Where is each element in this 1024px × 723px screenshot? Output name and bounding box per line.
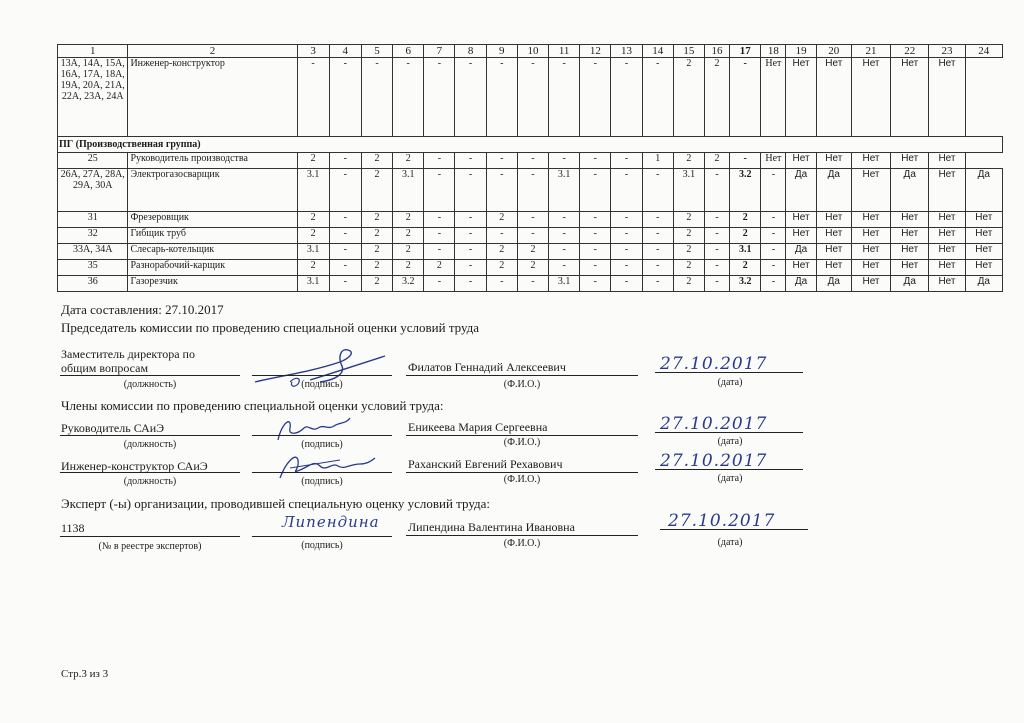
column-header: 13 [611,45,642,58]
table-cell: Нет [851,153,890,169]
table-cell: - [761,244,786,260]
table-cell: 2 [673,212,704,228]
table-cell: Нет [851,260,890,276]
member1-signature-line [252,435,392,436]
member2-date: 27.10.2017 [660,451,768,471]
table-cell: Нет [929,260,965,276]
row-id: 33А, 34А [58,244,128,260]
table-cell: - [642,244,673,260]
expert-registry-caption: (№ в реестре экспертов) [98,541,202,552]
members-heading: Члены комиссии по проведению специальной оценки условий труда: [61,398,444,413]
table-cell: Нет [929,169,965,212]
table-cell: 3.1 [549,169,580,212]
table-cell: 2 [297,212,329,228]
table-cell: - [424,228,455,244]
table-cell: - [611,228,642,244]
table-cell: Нет [851,244,890,260]
row-id: 25 [58,153,128,169]
column-header: 12 [580,45,611,58]
table-cell: Нет [929,212,965,228]
table-cell: 1 [642,153,673,169]
table-cell: - [761,212,786,228]
member1-position-caption: (должность) [123,439,177,450]
member2-position: Инженер-конструктор САиЭ [61,459,208,473]
table-cell: 3.1 [297,244,329,260]
table-cell: - [549,58,580,137]
table-cell: Нет [891,212,929,228]
row-id: 31 [58,212,128,228]
table-row [58,153,1003,169]
table-row [58,228,1003,244]
table-body [58,45,1003,292]
table-cell: - [549,244,580,260]
table-cell: Да [891,276,929,292]
table-cell: 2 [393,228,424,244]
row-id: 13А, 14А, 15А, 16А, 17А, 18А, 19А, 20А, 21А, 22А, 23А, 24А [58,58,128,137]
member2-name: Раханский Евгений Рехавович [408,457,563,471]
table-cell: - [329,276,361,292]
table-cell: Нет [891,260,929,276]
table-cell: 3.2 [730,276,761,292]
table-row [58,260,1003,276]
member1-fio-caption: (Ф.И.О.) [503,437,541,448]
table-cell: - [424,153,455,169]
table-cell: - [424,169,455,212]
table-cell: Да [786,169,816,212]
table-cell: - [329,153,361,169]
table-cell: 3.2 [393,276,424,292]
table-cell: - [730,153,761,169]
column-header: 9 [486,45,517,58]
chair-signature-line [252,375,392,376]
table-cell: - [455,276,486,292]
table-cell: - [704,244,729,260]
table-cell: Нет [786,153,816,169]
table-cell: 2 [730,212,761,228]
member2-date-line [655,469,803,470]
table-cell: - [455,260,486,276]
table-cell: 2 [361,212,392,228]
table-cell: - [611,276,642,292]
table-cell: Да [816,276,851,292]
column-header: 6 [393,45,424,58]
table-cell: - [455,244,486,260]
expert-fio-caption: (Ф.И.О.) [503,538,541,549]
member1-position: Руководитель САиЭ [61,421,165,435]
column-header: 10 [517,45,548,58]
row-position: Гибщик труб [128,228,297,244]
table-cell: Нет [816,260,851,276]
table-cell: 2 [361,244,392,260]
table-cell: - [611,169,642,212]
table-cell: Нет [761,153,786,169]
table-cell: - [761,169,786,212]
table-cell: Да [786,244,816,260]
row-position: Фрезеровщик [128,212,297,228]
table-cell: - [580,228,611,244]
member1-date-caption: (дата) [717,436,743,447]
table-cell: 2 [730,260,761,276]
table-cell: - [611,260,642,276]
member1-date-line [655,432,803,433]
expert-date-caption: (дата) [717,537,743,548]
expert-signature: Липендина [282,513,380,531]
table-cell: Нет [851,169,890,212]
chair-position-caption: (должность) [123,379,177,390]
table-cell: Нет [891,244,929,260]
table-cell: 3.1 [549,276,580,292]
table-cell: Нет [851,276,890,292]
table-cell: 2 [393,260,424,276]
table-cell: - [704,212,729,228]
chair-heading: Председатель комиссии по проведению специальной оценки условий труда [61,320,480,335]
table-cell: Нет [786,58,816,137]
table-cell: - [642,260,673,276]
column-header: 2 [128,45,297,58]
table-cell: - [486,228,517,244]
chair-date: 27.10.2017 [660,354,768,374]
table-cell: - [549,260,580,276]
table-cell: 2 [730,228,761,244]
table-cell: 3.1 [393,169,424,212]
column-header: 18 [761,45,786,58]
table-cell: - [730,58,761,137]
table-row [58,169,1003,212]
table-cell: 2 [673,58,704,137]
table-cell: Нет [929,276,965,292]
table-cell: 2 [393,244,424,260]
row-position: Инженер-конструктор [128,58,297,137]
table-cell: - [517,212,548,228]
member2-fio-caption: (Ф.И.О.) [503,474,541,485]
table-cell: Да [891,169,929,212]
table-cell: 2 [673,153,704,169]
table-cell: Да [816,169,851,212]
table-cell: - [704,276,729,292]
table-cell: Нет [851,228,890,244]
row-id: 26А, 27А, 28А, 29А, 30А [58,169,128,212]
table-cell: - [329,212,361,228]
column-header: 16 [704,45,729,58]
table-cell: Нет [929,153,965,169]
table-cell: Нет [891,153,929,169]
table-cell: - [486,58,517,137]
expert-heading: Эксперт (-ы) организации, проводившей специальную оценку условий труда: [61,496,491,511]
table-cell: 2 [393,153,424,169]
table-cell: - [761,276,786,292]
table-cell: - [329,228,361,244]
row-position: Руководитель производства [128,153,297,169]
table-cell: 2 [673,276,704,292]
table-cell: Нет [786,212,816,228]
table-cell: - [642,276,673,292]
table-cell: - [361,58,392,137]
table-cell: Нет [816,212,851,228]
member1-position-line [60,435,240,436]
table-cell: 2 [361,260,392,276]
table-cell: - [761,260,786,276]
table-cell: 2 [393,212,424,228]
table-cell: 2 [297,153,329,169]
expert-signature-line [252,536,392,537]
column-header: 1 [58,45,128,58]
table-cell: - [704,228,729,244]
table-cell: 3.1 [297,169,329,212]
group-row [58,137,1003,153]
member2-name-line [406,472,638,473]
column-header: 19 [786,45,816,58]
table-cell: Нет [786,228,816,244]
table-cell: - [642,212,673,228]
chair-date-caption: (дата) [717,377,743,388]
table-cell: Да [965,169,1002,212]
table-cell: 2 [361,153,392,169]
column-header: 24 [965,45,1002,58]
column-header: 15 [673,45,704,58]
member2-position-caption: (должность) [123,476,177,487]
table-cell: - [424,58,455,137]
column-header: 8 [455,45,486,58]
table-cell: 3.2 [730,169,761,212]
table-cell: - [486,169,517,212]
column-header: 20 [816,45,851,58]
table-cell: - [580,244,611,260]
row-id: 32 [58,228,128,244]
table-cell: 2 [486,260,517,276]
table-cell: - [580,260,611,276]
table-cell: - [549,228,580,244]
table-cell: - [424,212,455,228]
table-cell: Нет [816,228,851,244]
table-cell: - [424,276,455,292]
column-header: 3 [297,45,329,58]
header-row [58,45,1003,58]
table-cell: - [329,58,361,137]
column-header: 4 [329,45,361,58]
table-cell: 2 [424,260,455,276]
member2-signature-line [252,472,392,473]
group-label: ПГ (Производственная группа) [58,137,1003,153]
table-cell: Нет [891,228,929,244]
row-position: Электрогазосварщик [128,169,297,212]
table-cell: 3.1 [297,276,329,292]
table-cell: 3.1 [673,169,704,212]
table-cell: - [611,212,642,228]
table-cell: - [424,244,455,260]
member1-signature-caption: (подпись) [301,439,343,450]
member2-position-line [60,472,240,473]
table-cell: 2 [517,244,548,260]
chair-position-line1: Заместитель директора по [61,347,195,361]
table-cell: 2 [297,228,329,244]
expert-date: 27.10.2017 [668,511,776,531]
table-cell: Нет [965,228,1002,244]
table-row [58,244,1003,260]
table-cell: - [611,58,642,137]
table-cell: - [393,58,424,137]
expert-number-line [60,536,240,537]
table-cell: 2 [486,244,517,260]
table-cell: 3.1 [730,244,761,260]
table-cell: Нет [965,260,1002,276]
table-cell: 2 [704,153,729,169]
column-header: 11 [549,45,580,58]
table-cell: Нет [851,58,890,137]
table-cell: - [549,153,580,169]
chair-signature-caption: (подпись) [301,379,343,390]
table-row [58,212,1003,228]
table-cell: - [642,169,673,212]
table-cell: 2 [673,260,704,276]
table-row [58,276,1003,292]
member1-name: Еникеева Мария Сергеевна [408,420,548,434]
row-position: Слесарь-котельщик [128,244,297,260]
table-cell: - [455,58,486,137]
table-cell: - [486,276,517,292]
member1-date: 27.10.2017 [660,414,768,434]
column-header: 5 [361,45,392,58]
results-table [57,44,1003,292]
table-cell: 2 [517,260,548,276]
table-cell: Нет [816,244,851,260]
column-header: 17 [730,45,761,58]
chair-position-line [60,375,240,376]
table-cell: - [580,58,611,137]
chair-fio-caption: (Ф.И.О.) [503,379,541,390]
expert-signature-caption: (подпись) [301,540,343,551]
column-header: 14 [642,45,673,58]
table-cell: - [704,169,729,212]
row-position: Газорезчик [128,276,297,292]
table-cell: - [517,169,548,212]
table-cell: - [455,228,486,244]
table-cell: 2 [361,276,392,292]
table-cell: - [297,58,329,137]
table-cell: 2 [361,169,392,212]
table-cell: Да [786,276,816,292]
chair-name: Филатов Геннадий Алексеевич [408,360,566,374]
table-cell: - [517,153,548,169]
table-cell: Нет [761,58,786,137]
chair-date-line [655,372,803,373]
table-cell: 2 [486,212,517,228]
table-cell: 2 [673,228,704,244]
table-cell: - [486,153,517,169]
table-cell: Нет [929,58,965,137]
table-cell: Нет [929,228,965,244]
member2-signature-caption: (подпись) [301,476,343,487]
row-id: 36 [58,276,128,292]
table-cell: - [761,228,786,244]
column-header: 23 [929,45,965,58]
table-cell: - [455,153,486,169]
table-cell: 2 [361,228,392,244]
table-cell: Нет [786,260,816,276]
table-row [58,58,1003,137]
table-cell: Нет [929,244,965,260]
table-cell: Нет [891,58,929,137]
chair-name-line [406,375,638,376]
table-cell: Нет [816,58,851,137]
table-cell: - [580,169,611,212]
row-position: Разнорабочий-карщик [128,260,297,276]
column-header: 22 [891,45,929,58]
table-cell: - [580,276,611,292]
table-cell: Да [965,276,1002,292]
table-cell: Нет [851,212,890,228]
table-cell: - [517,276,548,292]
table-cell: - [642,228,673,244]
table-cell: - [549,212,580,228]
table-cell: - [517,58,548,137]
expert-number: 1138 [61,521,85,535]
table-cell: - [517,228,548,244]
table-cell: - [329,169,361,212]
table-cell: - [611,244,642,260]
table-cell: - [704,260,729,276]
table-cell: - [455,212,486,228]
row-id: 35 [58,260,128,276]
table-cell: - [329,260,361,276]
table-cell: - [455,169,486,212]
table-cell: 2 [297,260,329,276]
table-cell: Нет [816,153,851,169]
table-cell: 2 [704,58,729,137]
table-cell: - [329,244,361,260]
chair-position-line2: общим вопросам [61,361,149,375]
page-number: Стр.3 из 3 [61,668,109,680]
member1-name-line [406,435,638,436]
table-cell: - [611,153,642,169]
expert-name-line [406,535,638,536]
table-cell: 2 [673,244,704,260]
expert-name: Липендина Валентина Ивановна [408,520,575,534]
table-cell: Нет [965,212,1002,228]
member2-date-caption: (дата) [717,473,743,484]
table-cell: - [580,153,611,169]
column-header: 7 [424,45,455,58]
table-cell: - [580,212,611,228]
expert-date-line [660,529,808,530]
table-cell: - [642,58,673,137]
column-header: 21 [851,45,890,58]
date-line: Дата составления: 27.10.2017 [61,302,224,317]
table-cell: Нет [965,244,1002,260]
